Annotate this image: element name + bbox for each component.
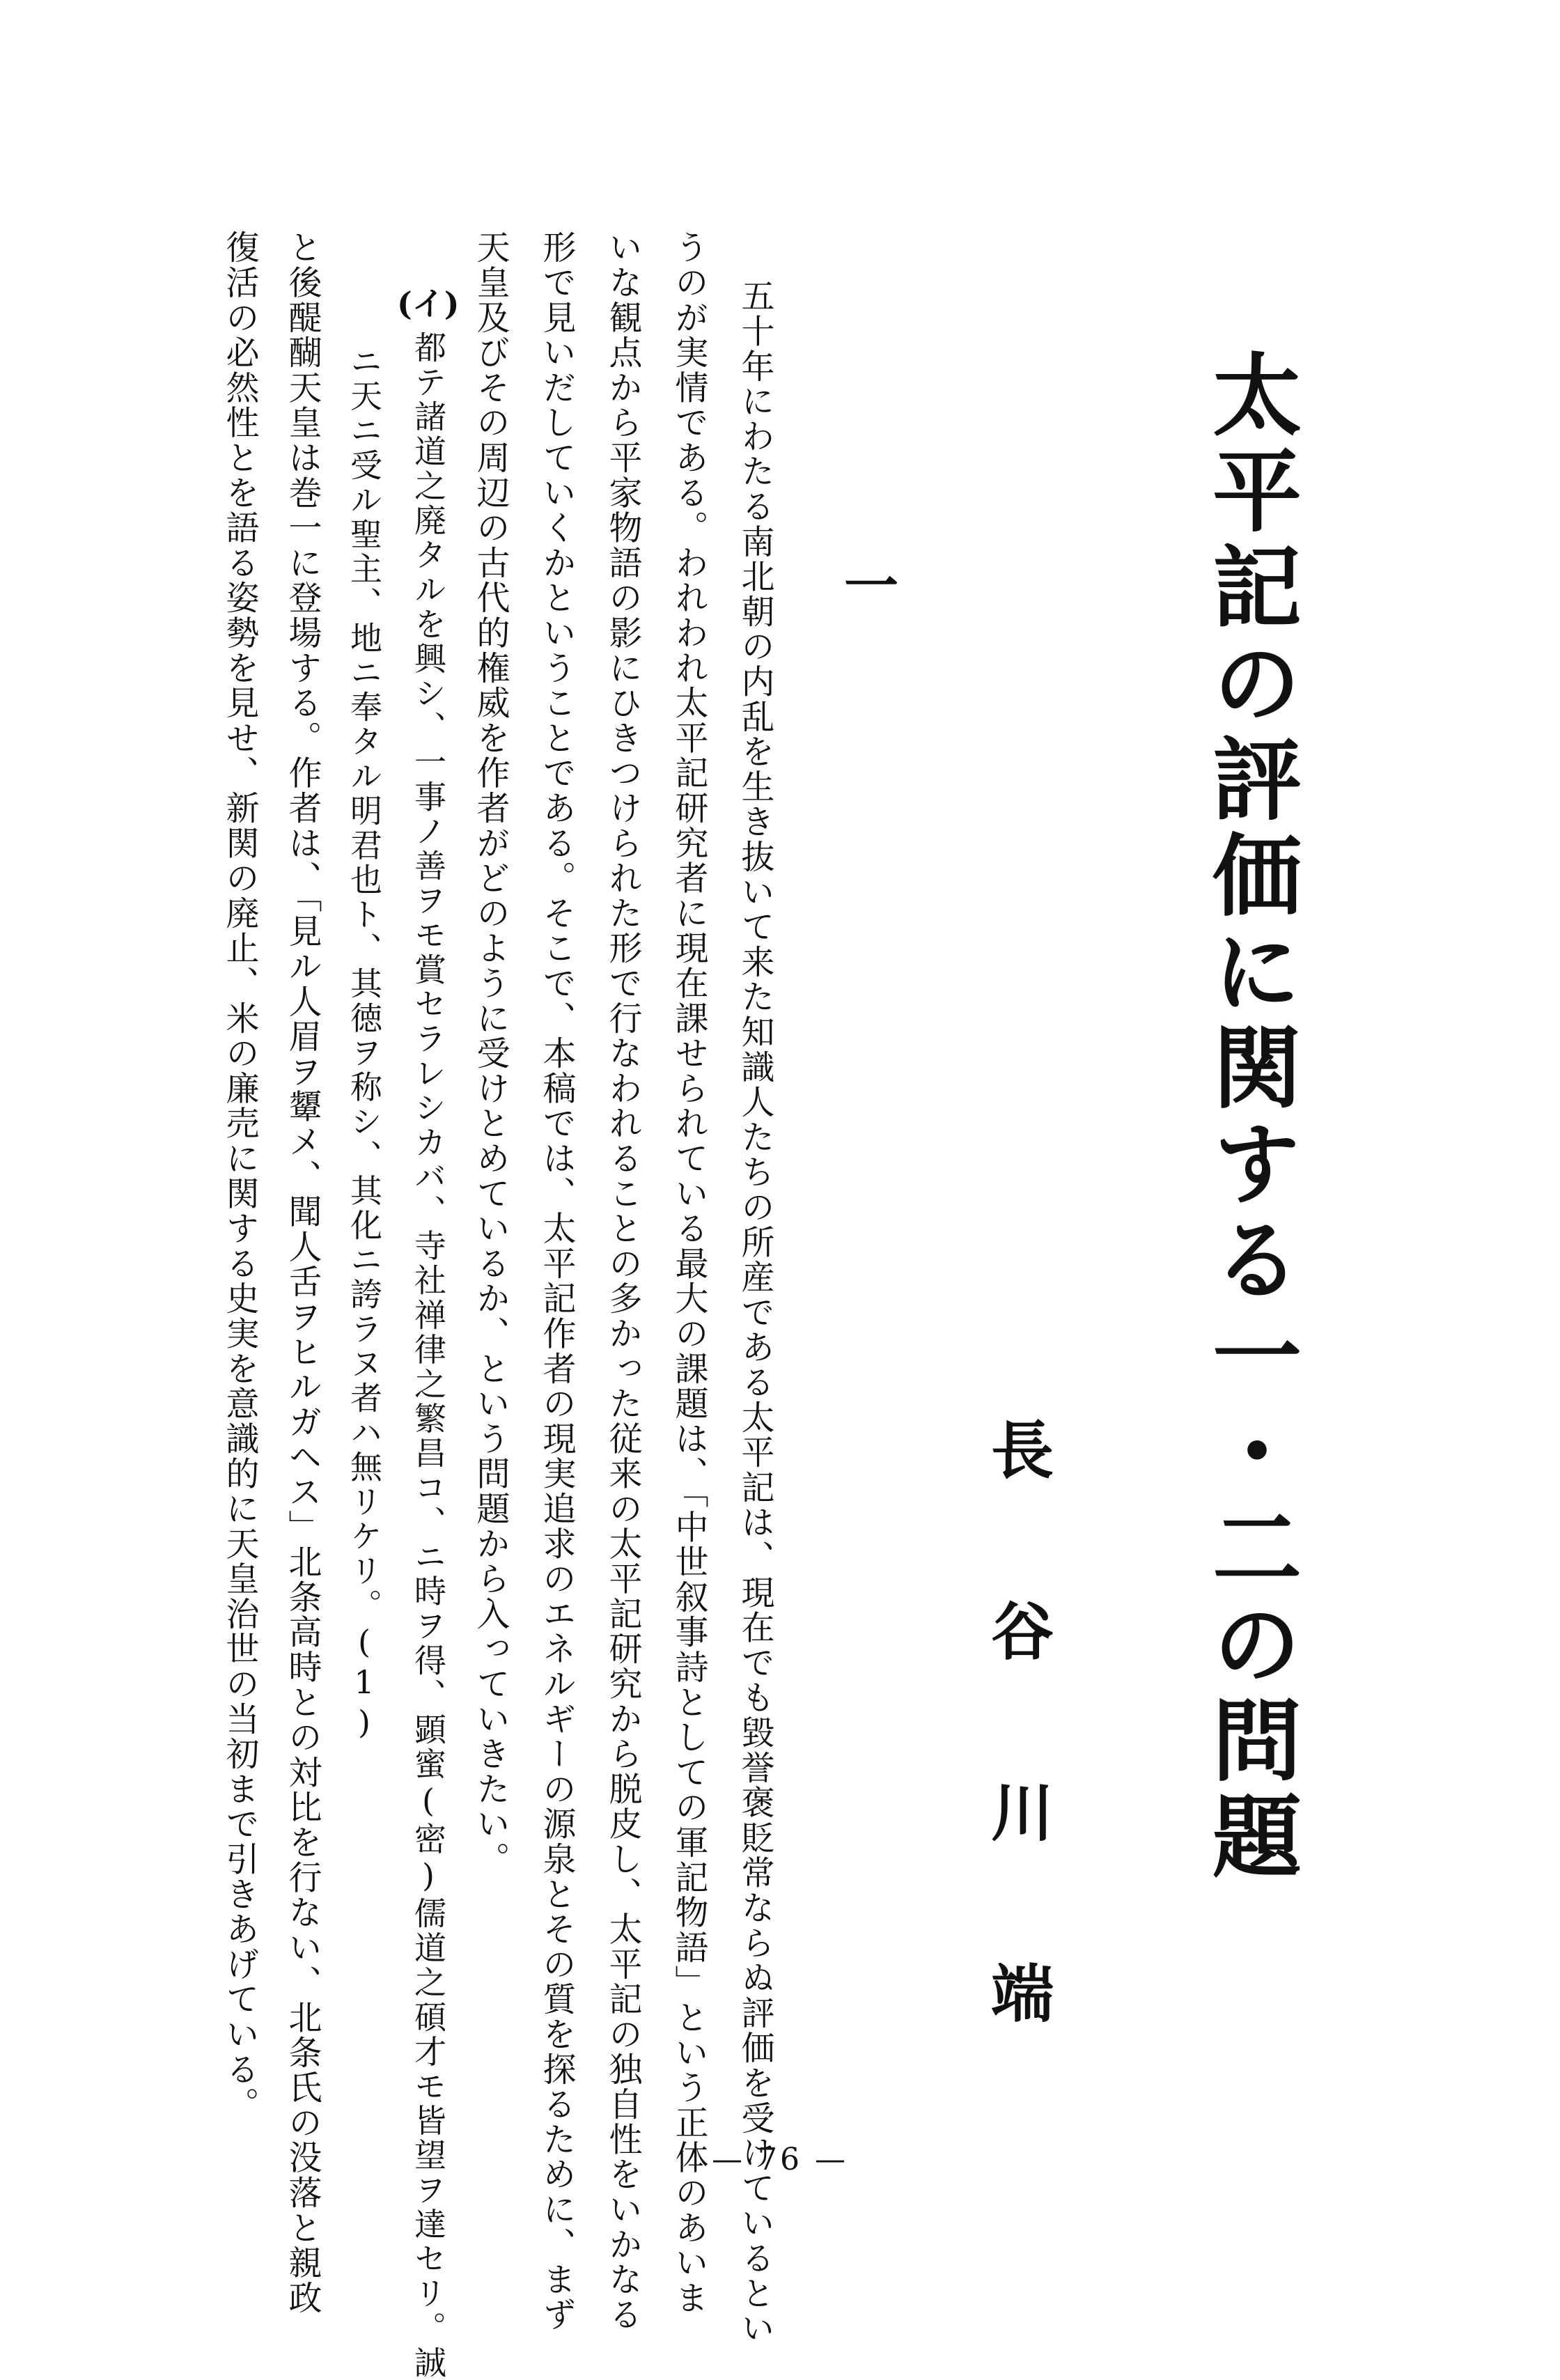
quote-marker: (イ)	[397, 285, 460, 322]
article-title: 太平記の評価に関する一・二の問題	[1197, 348, 1302, 1886]
author-name: 長谷川端	[980, 1417, 1054, 2142]
body-line: 五十年にわたる南北朝の内乱を生き抜いて来た知識人たちの所産である太平記は、現在でも毀誉褒貶常ならぬ評価を受けているとい	[735, 279, 774, 2346]
body-line: うのが実情である。われわれ太平記研究者に現在課せられている最大の課題は、「中世叙事詩としての軍記物語」という正体のあいま	[669, 230, 708, 2315]
quote-line: ニ天ニ受ル聖主、地ニ奉タル明君也ト、其徳ヲ称シ、其化ニ誇ラヌ者ハ無リケリ。(1)	[345, 345, 383, 1743]
body-line: 形で見いだしていくかということである。そこで、本稿では、太平記作者の現実追求のエネルギーの源泉とその質を探るために、まず	[537, 230, 576, 2332]
section-number: 一	[835, 557, 898, 612]
body-line: 天皇及びその周辺の古代的権威を作者がどのように受けとめているか、という問題から入っていきたい。	[471, 230, 510, 1877]
quote-line: 都テ諸道之廃タルを興シ、一事ノ善ヲモ賞セラレシカバ、寺社禅律之繁昌コ、ニ時ヲ得、顕蜜(密)儒道之碩才モ皆望ヲ達セリ。誠	[410, 331, 447, 2380]
body-line: いな観点から平家物語の影にひきつけられた形で行なわれることの多かった従来の太平記研究から脱皮し、太平記の独自性をいかなる	[603, 230, 642, 2332]
body-line: 復活の必然性とを語る姿勢を見せ、新関の廃止、米の廉売に関する史実を意識的に天皇治世の当初まで引きあげている。	[220, 230, 259, 2122]
body-line: と後醍醐天皇は巻一に登場する。作者は、「見ル人眉ヲ顰メ、聞人舌ヲヒルガヘス」北条高時との対比を行ない、北条氏の没落と親政	[283, 230, 322, 2315]
page-number: — 76 —	[712, 2142, 848, 2177]
